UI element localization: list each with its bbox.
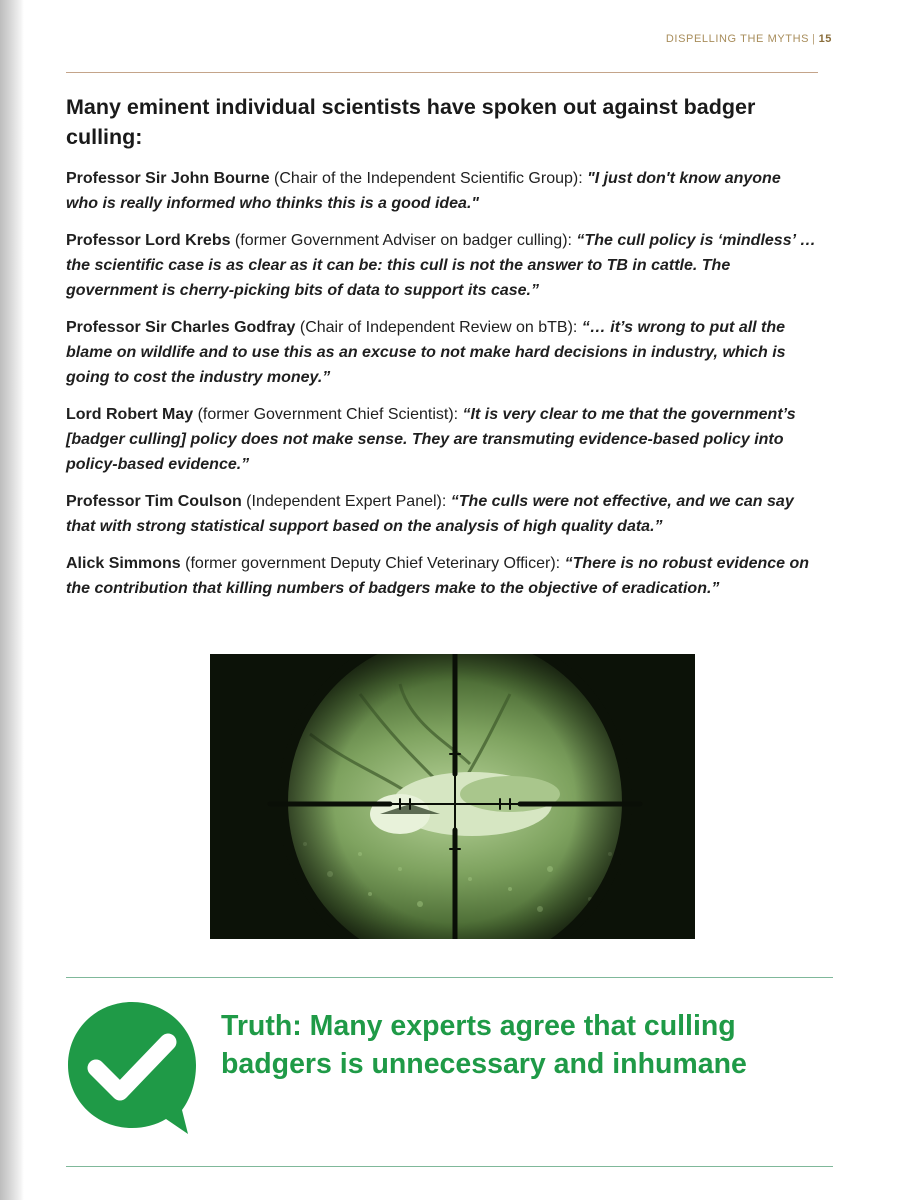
quote-role: (former Government Chief Scientist): — [193, 406, 463, 423]
quote-may — [66, 402, 816, 477]
quote-author: Lord Robert May — [66, 406, 194, 423]
page-number: 15 — [818, 33, 832, 45]
header-separator: | — [812, 33, 816, 45]
quote-krebs — [66, 228, 816, 303]
quote-author: Professor Sir Charles Godfray — [66, 319, 296, 336]
quote-role: (Independent Expert Panel): — [241, 493, 451, 510]
quote-role: (former Government Adviser on badger culling): — [230, 232, 577, 249]
top-divider — [66, 72, 818, 73]
truth-statement: Truth: Many experts agree that culling badgers is unnecessary and inhumane — [221, 1010, 747, 1080]
quote-text: “The cull policy is ‘mindless’ … the scientific case is as clear as it can be: this cull is not the answer to TB in cattle. The government is cherry-picking bits of data to support its case.” — [66, 232, 816, 299]
quote-author: Alick Simmons — [66, 555, 181, 572]
page-heading: Many eminent individual scientists have spoken out against badger culling: — [66, 95, 756, 149]
quote-godfray — [66, 315, 816, 390]
page-edge-shadow — [0, 0, 24, 1200]
quote-author: Professor Lord Krebs — [66, 232, 231, 249]
quote-role: (Chair of Independent Review on bTB): — [295, 319, 582, 336]
quote-author: Professor Tim Coulson — [66, 493, 242, 510]
scope-view-icon — [210, 654, 695, 939]
quote-text: "I just don't know anyone who is really informed who thinks this is a good idea." — [66, 170, 781, 212]
quote-role: (former government Deputy Chief Veterinary Officer): — [180, 555, 565, 572]
check-bubble-icon — [64, 998, 200, 1136]
truth-divider-top — [66, 977, 833, 978]
quote-simmons — [66, 551, 816, 601]
quote-text: “The culls were not effective, and we can say that with strong statistical support based on the analysis of high quality data.” — [66, 493, 794, 535]
night-vision-scope-photo — [210, 654, 695, 939]
quote-bourne — [66, 166, 816, 216]
quote-text: “It is very clear to me that the government’s [badger culling] policy does not make sense. They are transmuting evidence-based policy into policy-based evidence.” — [66, 406, 796, 473]
running-header — [666, 33, 832, 45]
truth-divider-bottom — [66, 1166, 833, 1167]
quote-role: (Chair of the Independent Scientific Group): — [269, 170, 588, 187]
quote-list — [66, 166, 816, 613]
quote-text: “… it’s wrong to put all the blame on wildlife and to use this as an excuse to not make hard decisions in industry, which is going to cost the industry money.” — [66, 319, 786, 386]
quote-author: Professor Sir John Bourne — [66, 170, 270, 187]
section-title: DISPELLING THE MYTHS — [665, 33, 810, 45]
quote-coulson — [66, 489, 816, 539]
quote-text: “There is no robust evidence on the contribution that killing numbers of badgers make to the objective of eradication.” — [66, 555, 810, 597]
